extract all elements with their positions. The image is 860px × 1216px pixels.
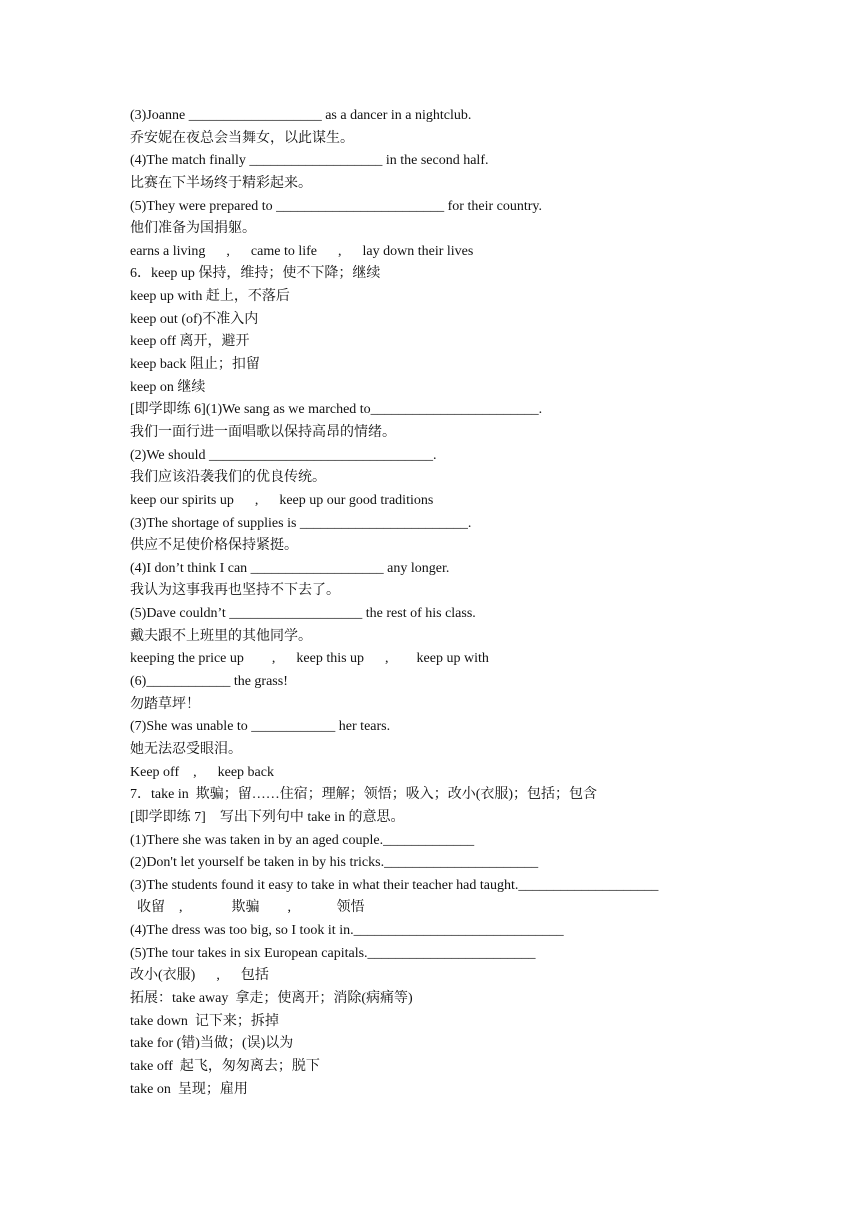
text-line: keep up with 赶上，不落后 [130,289,290,305]
answer-line: Keep off , keep back [130,764,274,780]
answer-line: keep our spirits up , keep up our good traditions [130,492,434,508]
text-line: take off 起飞，匆匆离去；脱下 [130,1058,320,1074]
text-line: 她无法忍受眼泪。 [130,741,242,757]
text-line: (1)There she was taken in by an aged couple._____________ [130,832,475,848]
text-line: (2)We should ________________________________. [130,447,437,463]
section-heading: 7．take in 欺骗；留……住宿；理解；领悟；吸入；改小(衣服)；包括；包含 [130,787,598,803]
text-line: keep back 阻止；扣留 [130,357,260,373]
text-line: 他们准备为国捐躯。 [130,221,256,237]
text-line: 我认为这事我再也坚持不下去了。 [130,583,340,599]
text-line: (7)She was unable to ____________ her tears. [130,719,391,735]
exercise-heading: [即学即练 6](1)We sang as we marched to________________________. [130,402,543,418]
text-line: (5)They were prepared to ________________________ for their country. [130,198,542,214]
text-line: take on 呈现；雇用 [130,1081,248,1097]
text-line: keep off 离开，避开 [130,334,250,350]
text-line: 比赛在下半场终于精彩起来。 [130,175,312,191]
text-line: 乔安妮在夜总会当舞女，以此谋生。 [130,130,354,146]
text-line: keep out (of)不准入内 [130,311,259,327]
text-line: (2)Don't let yourself be taken in by his tricks.______________________ [130,855,539,871]
text-line: 我们一面行进一面唱歌以保持高昂的情绪。 [130,424,396,440]
answer-line: keeping the price up , keep this up , keep up with [130,651,489,667]
text-line: 我们应该沿袭我们的优良传统。 [130,470,326,486]
text-line: 供应不足使价格保持紧挺。 [130,538,298,554]
text-line: (6)____________ the grass! [130,674,288,690]
text-line: keep on 继续 [130,379,206,395]
text-line: 拓展：take away 拿走；使离开；消除(病痛等) [130,990,413,1006]
answer-line: earns a living , came to life , lay down their lives [130,243,474,259]
answer-line: 改小(衣服) , 包括 [130,968,269,984]
text-line: (3)Joanne ___________________ as a dancer in a nightclub. [130,108,472,123]
text-line: (5)The tour takes in six European capitals.________________________ [130,945,536,961]
text-line: (3)The students found it easy to take in what their teacher had taught.____________________ [130,877,659,893]
text-line: take down 记下来；拆掉 [130,1013,279,1029]
text-line: 戴夫跟不上班里的其他同学。 [130,628,312,644]
text-line: (3)The shortage of supplies is ________________________. [130,515,472,531]
text-line: (4)I don’t think I can ___________________ any longer. [130,560,450,576]
text-line: (4)The match finally ___________________ in the second half. [130,153,489,169]
exercise-heading: [即学即练 7] 写出下列句中 take in 的意思。 [130,809,405,825]
text-line: (4)The dress was too big, so I took it in.______________________________ [130,923,564,939]
text-line: take for (错)当做；(误)以为 [130,1036,294,1052]
answer-line: 收留 , 欺骗 , 领悟 [130,900,365,916]
text-line: (5)Dave couldn’t ___________________ the rest of his class. [130,606,476,622]
text-line: 勿踏草坪！ [130,696,200,712]
section-heading: 6．keep up 保持，维持；使不下降；继续 [130,266,381,282]
